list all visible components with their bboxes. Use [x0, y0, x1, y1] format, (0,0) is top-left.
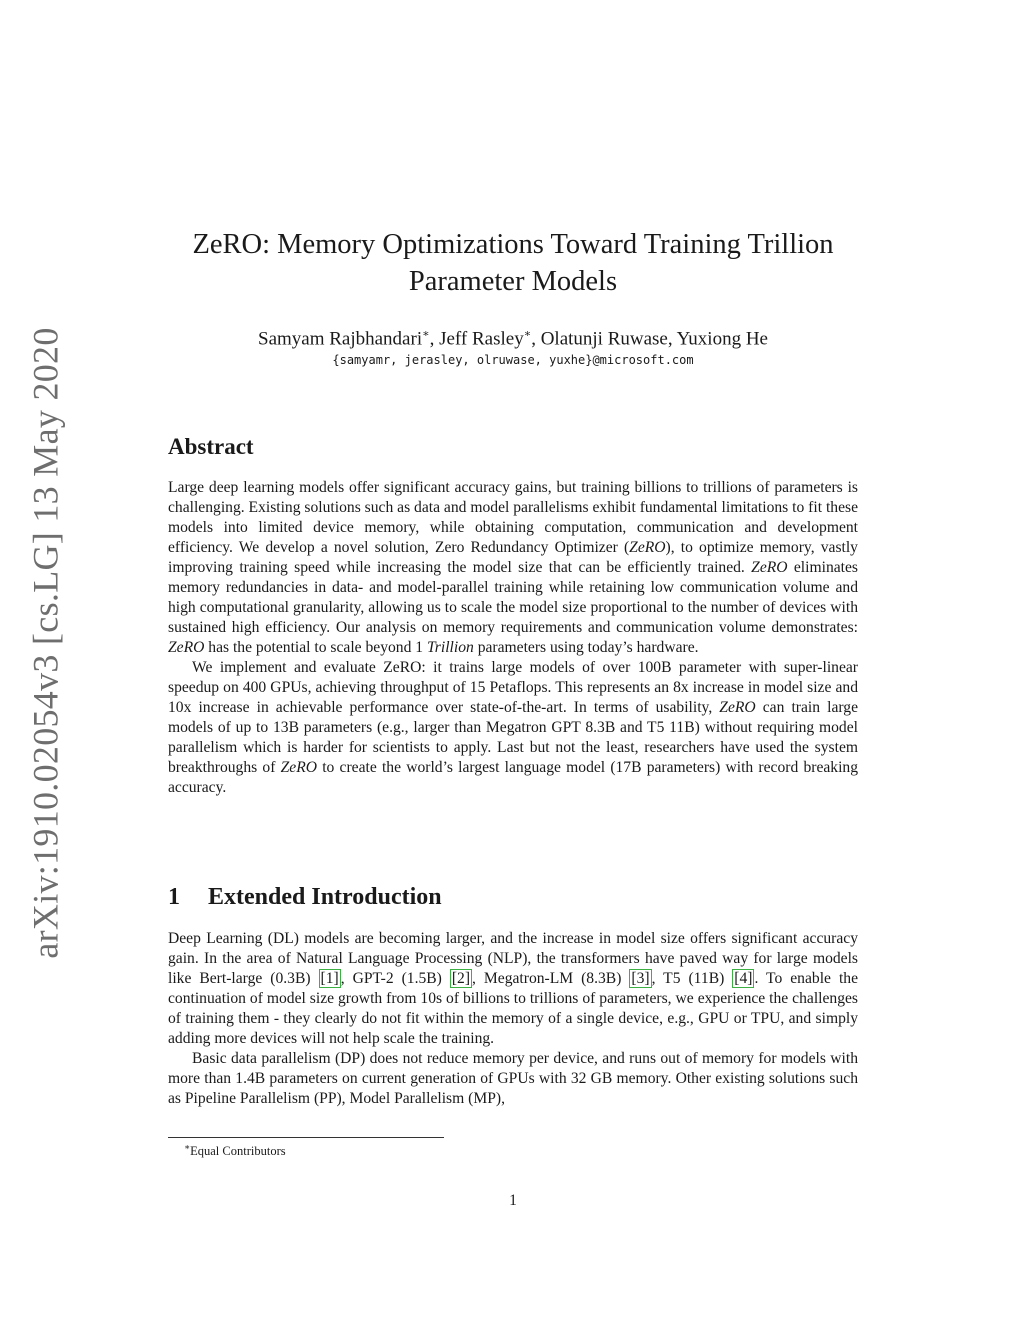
arxiv-identifier-stamp — [18, 327, 74, 959]
author-name: Yuxiong He — [676, 328, 768, 350]
introduction-body — [168, 929, 858, 1109]
abstract-heading: Abstract — [168, 434, 254, 459]
equal-contrib-mark: ∗ — [523, 328, 532, 340]
section-heading — [168, 884, 442, 911]
citation-link[interactable]: [4] — [734, 970, 753, 987]
citation-link[interactable]: [2] — [451, 970, 471, 987]
author-name: Olatunji Ruwase — [540, 328, 668, 350]
intro-paragraph-1: Deep Learning (DL) models are becoming larger, and the increase in model size offers significant accuracy gain. In the area of Natural Language Processing (NLP), the transformers have paved way for large models like Bert-large (0.3B) [1] , GPT-2 (1.5B) [2] , Megatron-LM (8.3B) [3] , T5 (11B) [4] . To enable the continuation of model size growth from 10s of billions to trillions of parameters, we experience the challenges of training them - they clearly do not fit within the memory of a single device, e.g., GPU or TPU, and simply adding more devices will not help scale the training. — [168, 930, 858, 1047]
paper-title: ZeRO: Memory Optimizations Toward Training Trillion Parameter Models — [192, 229, 834, 297]
author-name: Samyam Rajbhandari — [258, 328, 423, 350]
footnote-text: Equal Contributors — [190, 1144, 286, 1159]
section-number: 1 — [168, 884, 180, 910]
author-emails: {samyamr, jerasley, olruwase, yuxhe}@microsoft.com — [332, 353, 694, 367]
citation-link[interactable]: [1] — [320, 970, 339, 987]
abstract-body — [168, 478, 858, 798]
author-name: Jeff Rasley — [439, 328, 524, 350]
citation-link[interactable]: [3] — [631, 970, 650, 987]
equal-contrib-mark: ∗ — [422, 328, 430, 340]
footnote-mark: ∗ — [184, 1142, 191, 1152]
abstract-paragraph-2: We implement and evaluate ZeRO: it trains large models of over 100B parameter with super-linear speedup on 400 GPUs, achieving throughput of 15 Petaflops. This represents an 8x increase in model size and 10x increase in achievable performance over state-of-the-art. In terms of usability, ZeRO can train large models of up to 13B parameters (e.g., larger than Megatron GPT 8.3B and T5 11B) without requiring model parallelism which is harder for scientists to apply. Last but not the least, researchers have used the system breakthroughs of ZeRO to create the world’s largest language model (17B parameters) with record breaking accuracy. — [168, 659, 859, 796]
footnote — [184, 1142, 286, 1159]
author-list: Samyam Rajbhandari∗, Jeff Rasley∗, Olatunji Ruwase, Yuxiong He — [258, 328, 768, 350]
page-number: 1 — [509, 1192, 517, 1209]
section-title: Extended Introduction — [208, 884, 442, 910]
intro-paragraph-2: Basic data parallelism (DP) does not reduce memory per device, and runs out of memory for models with more than 1.4B parameters on current generation of GPUs with 32 GB memory. Other existing solutions such as Pipeline Parallelism (PP), Model Parallelism (MP), — [168, 1050, 858, 1107]
abstract-paragraph-1: Large deep learning models offer significant accuracy gains, but training billions to trillions of parameters is challenging. Existing solutions such as data and model parallelisms exhibit fundamental limitations to fit these models into limited device memory, while obtaining computation, communication and development efficiency. We develop a novel solution, Zero Redundancy Optimizer (ZeRO), to optimize memory, vastly improving training speed while increasing the model size that can be efficiently trained. ZeRO eliminates memory redundancies in data- and model-parallel training while retaining low communication volume and high computational granularity, allowing us to scale the model size proportional to the number of devices with sustained high efficiency. Our analysis on memory requirements and communication volume demonstrates: ZeRO has the potential to scale beyond 1 Trillion parameters using today’s hardware. — [168, 479, 858, 656]
footnote-divider — [168, 1137, 444, 1138]
arxiv-identifier-text: arXiv:1910.02054v3 [cs.LG] 13 May 2020 — [26, 327, 66, 959]
